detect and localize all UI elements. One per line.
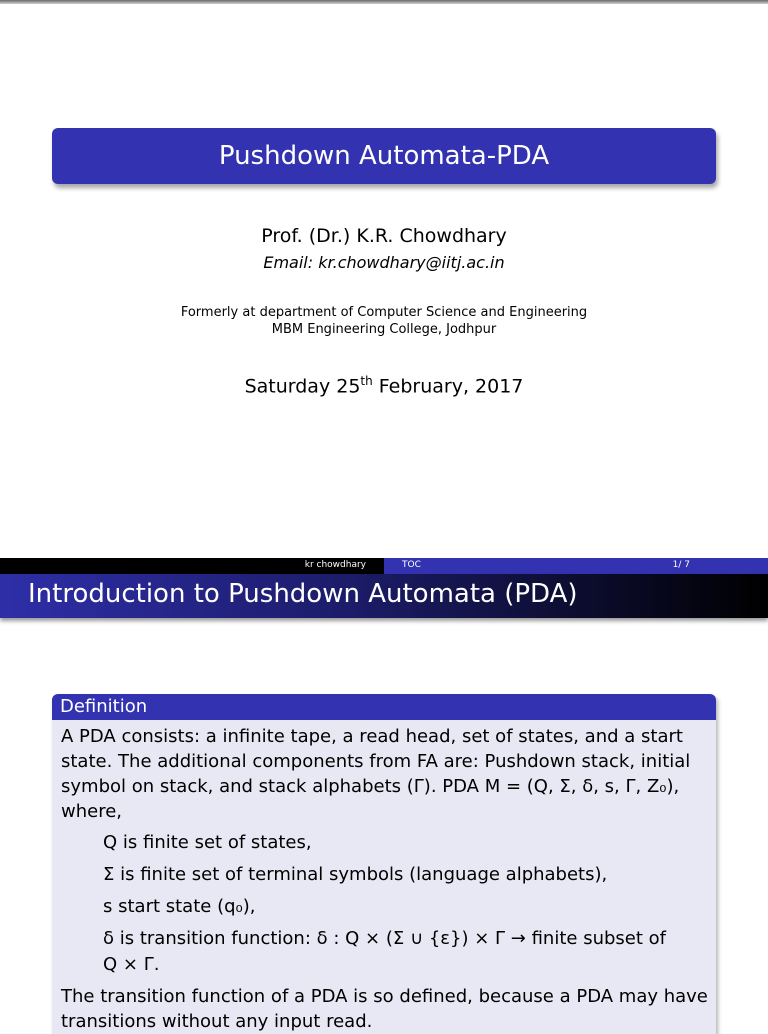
slide-title-box (52, 128, 716, 184)
definition-paragraph: A PDA consists: a infinite tape, a read head, set of states, and a start state. The additional components from FA are: Pushdown stack, initial symbol on stack, and stack alphabets (Γ). PDA M = (Q, Σ, δ, s, Γ, Z₀), where, (61, 726, 691, 822)
slide-footer (0, 558, 768, 574)
institute-line-1: Formerly at department of Computer Science and Engineering (180, 305, 588, 320)
date-prefix: Saturday 25 (244, 375, 361, 398)
footer-title: TOC (402, 560, 421, 570)
title-slide (0, 4, 768, 558)
transition-paragraph: The transition function of a PDA is so defined, because a PDA may have transitions without any input read. (61, 986, 708, 1032)
author-name: Prof. (Dr.) K.R. Chowdhary (261, 225, 507, 247)
definition-item: δ is transition function: δ : Q × (Σ ∪ {ε}) × Γ → finite subset of (103, 928, 666, 949)
slide-title: Pushdown Automata-PDA (218, 141, 550, 171)
author-email: Email: kr.chowdhary@iitj.ac.in (263, 253, 505, 272)
footer-author-panel (0, 558, 384, 574)
footer-author: kr chowdhary (304, 560, 366, 570)
frame-title: Introduction to Pushdown Automata (PDA) (28, 579, 578, 609)
footer-page-number: 1/ 7 (672, 560, 690, 570)
definition-block-body (52, 720, 716, 1034)
definition-item: Σ is finite set of terminal symbols (language alphabets), (103, 864, 608, 885)
date-suffix: February, 2017 (372, 375, 524, 398)
definition-block-title: Definition (52, 694, 716, 720)
frame-title-bar (0, 574, 768, 618)
definition-item: s start state (q₀), (103, 896, 256, 917)
date-superscript: th (360, 374, 373, 388)
institute-line-2: MBM Engineering College, Jodhpur (271, 322, 497, 337)
definition-item: Q is finite set of states, (103, 832, 312, 853)
definition-block (52, 694, 716, 1034)
definition-item-continuation: Q × Γ. (103, 954, 160, 975)
footer-title-panel (384, 558, 768, 574)
presentation-date (0, 374, 768, 397)
